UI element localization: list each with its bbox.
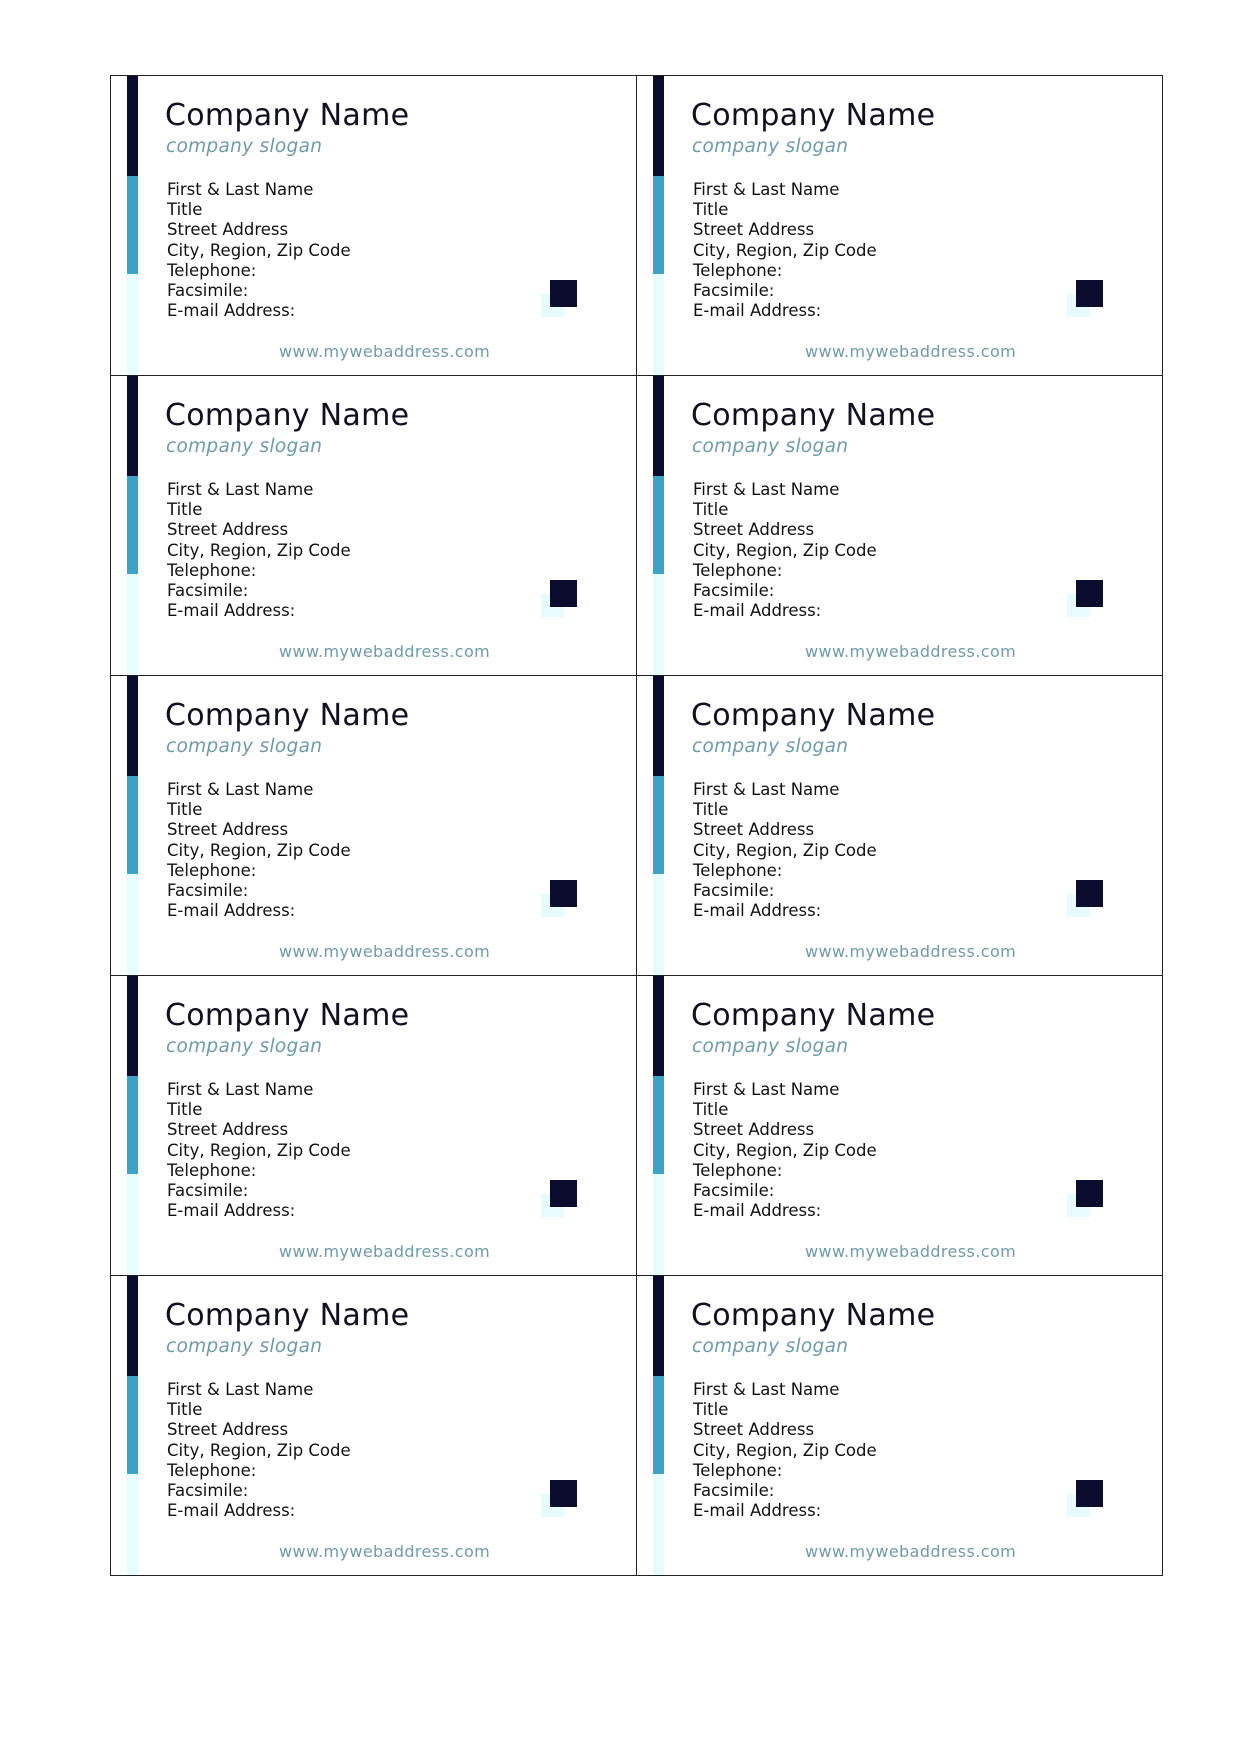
street-address: Street Address (693, 220, 815, 240)
city-region-zip: City, Region, Zip Code (693, 1140, 877, 1160)
email-label: E-mail Address: (167, 1501, 296, 1521)
contact-details (167, 1080, 351, 1221)
facsimile-label: Facsimile: (167, 1481, 249, 1501)
logo-square-dark (1076, 1180, 1103, 1207)
contact-name: First & Last Name (693, 480, 840, 499)
business-card (111, 676, 637, 976)
accent-bar-mid (127, 1376, 138, 1474)
logo-squares-icon (1067, 580, 1097, 610)
business-card (111, 1276, 637, 1576)
accent-bar-dark (653, 1276, 664, 1376)
contact-name: First & Last Name (693, 1080, 840, 1099)
contact-details (167, 780, 351, 921)
contact-title: Title (167, 800, 203, 820)
logo-square-dark (550, 1480, 577, 1507)
company-slogan: company slogan (166, 136, 323, 157)
telephone-label: Telephone: (693, 1160, 783, 1180)
city-region-zip: City, Region, Zip Code (167, 540, 351, 560)
city-region-zip: City, Region, Zip Code (167, 1440, 351, 1460)
facsimile-label: Facsimile: (693, 1181, 775, 1201)
company-slogan: company slogan (692, 1336, 849, 1357)
telephone-label: Telephone: (693, 560, 783, 580)
business-card (637, 1276, 1163, 1576)
accent-bar-mid (653, 176, 664, 274)
company-slogan: company slogan (166, 436, 323, 457)
contact-name: First & Last Name (167, 1380, 314, 1399)
logo-squares-icon (1067, 1480, 1097, 1510)
accent-bar-dark (653, 376, 664, 476)
web-address: www.mywebaddress.com (805, 642, 1017, 661)
accent-bar-light (653, 274, 664, 376)
accent-bar-mid (653, 1376, 664, 1474)
street-address: Street Address (693, 820, 815, 840)
email-label: E-mail Address: (693, 1501, 822, 1521)
street-address: Street Address (693, 1420, 815, 1440)
contact-details (167, 480, 351, 621)
contact-title: Title (693, 200, 729, 220)
business-card (111, 376, 637, 676)
logo-square-dark (1076, 1480, 1103, 1507)
telephone-label: Telephone: (693, 260, 783, 280)
company-slogan: company slogan (166, 1036, 323, 1057)
web-address: www.mywebaddress.com (279, 342, 491, 361)
accent-bar-light (127, 574, 138, 676)
logo-square-dark (550, 280, 577, 307)
accent-bar-dark (653, 976, 664, 1076)
business-card (637, 76, 1163, 376)
company-name: Company Name (165, 98, 410, 133)
accent-bar-light (653, 1174, 664, 1276)
facsimile-label: Facsimile: (167, 581, 249, 601)
contact-title: Title (167, 200, 203, 220)
accent-bar-mid (127, 1076, 138, 1174)
company-name: Company Name (165, 398, 410, 433)
company-name: Company Name (691, 998, 936, 1033)
telephone-label: Telephone: (167, 1460, 257, 1480)
accent-bar-mid (653, 476, 664, 574)
accent-bar-dark (653, 676, 664, 776)
logo-squares-icon (541, 1180, 571, 1210)
accent-bar-light (127, 274, 138, 376)
accent-bar-dark (127, 1276, 138, 1376)
logo-square-dark (1076, 880, 1103, 907)
email-label: E-mail Address: (693, 901, 822, 921)
facsimile-label: Facsimile: (693, 281, 775, 301)
city-region-zip: City, Region, Zip Code (693, 1440, 877, 1460)
contact-details (167, 180, 351, 321)
facsimile-label: Facsimile: (167, 881, 249, 901)
accent-bar-light (127, 1474, 138, 1576)
facsimile-label: Facsimile: (167, 281, 249, 301)
accent-bar-dark (127, 376, 138, 476)
city-region-zip: City, Region, Zip Code (167, 1140, 351, 1160)
street-address: Street Address (167, 820, 289, 840)
facsimile-label: Facsimile: (693, 581, 775, 601)
contact-details (693, 780, 877, 921)
company-slogan: company slogan (692, 436, 849, 457)
telephone-label: Telephone: (167, 860, 257, 880)
accent-bar-mid (127, 476, 138, 574)
company-slogan: company slogan (692, 136, 849, 157)
contact-title: Title (693, 500, 729, 520)
contact-name: First & Last Name (167, 480, 314, 499)
facsimile-label: Facsimile: (167, 1181, 249, 1201)
accent-bar-light (653, 1474, 664, 1576)
company-name: Company Name (691, 1298, 936, 1333)
facsimile-label: Facsimile: (693, 1481, 775, 1501)
email-label: E-mail Address: (693, 301, 822, 321)
logo-squares-icon (1067, 880, 1097, 910)
contact-details (693, 480, 877, 621)
web-address: www.mywebaddress.com (805, 1242, 1017, 1261)
telephone-label: Telephone: (693, 860, 783, 880)
web-address: www.mywebaddress.com (279, 942, 491, 961)
email-label: E-mail Address: (167, 1201, 296, 1221)
accent-bar-light (653, 574, 664, 676)
logo-squares-icon (541, 880, 571, 910)
logo-square-dark (1076, 280, 1103, 307)
web-address: www.mywebaddress.com (279, 1542, 491, 1561)
city-region-zip: City, Region, Zip Code (693, 840, 877, 860)
street-address: Street Address (693, 520, 815, 540)
facsimile-label: Facsimile: (693, 881, 775, 901)
contact-details (693, 1080, 877, 1221)
street-address: Street Address (167, 520, 289, 540)
street-address: Street Address (167, 1420, 289, 1440)
accent-bar-light (127, 874, 138, 976)
web-address: www.mywebaddress.com (279, 1242, 491, 1261)
company-slogan: company slogan (166, 1336, 323, 1357)
company-name: Company Name (691, 698, 936, 733)
logo-square-dark (550, 1180, 577, 1207)
street-address: Street Address (693, 1120, 815, 1140)
web-address: www.mywebaddress.com (805, 942, 1017, 961)
logo-square-dark (550, 880, 577, 907)
accent-bar-dark (127, 976, 138, 1076)
city-region-zip: City, Region, Zip Code (167, 240, 351, 260)
email-label: E-mail Address: (693, 601, 822, 621)
contact-title: Title (167, 500, 203, 520)
company-slogan: company slogan (166, 736, 323, 757)
contact-details (693, 1380, 877, 1521)
logo-square-dark (550, 580, 577, 607)
city-region-zip: City, Region, Zip Code (693, 540, 877, 560)
business-card-sheet (110, 75, 1163, 1576)
business-card (111, 976, 637, 1276)
email-label: E-mail Address: (693, 1201, 822, 1221)
accent-bar-mid (653, 1076, 664, 1174)
business-card (637, 676, 1163, 976)
telephone-label: Telephone: (167, 1160, 257, 1180)
contact-name: First & Last Name (167, 180, 314, 199)
city-region-zip: City, Region, Zip Code (167, 840, 351, 860)
accent-bar-dark (127, 676, 138, 776)
contact-name: First & Last Name (693, 1380, 840, 1399)
accent-bar-dark (653, 76, 664, 176)
telephone-label: Telephone: (693, 1460, 783, 1480)
logo-squares-icon (1067, 280, 1097, 310)
contact-title: Title (693, 800, 729, 820)
accent-bar-light (653, 874, 664, 976)
company-name: Company Name (165, 698, 410, 733)
accent-bar-mid (127, 776, 138, 874)
logo-squares-icon (541, 580, 571, 610)
contact-title: Title (693, 1100, 729, 1120)
company-name: Company Name (165, 1298, 410, 1333)
logo-square-dark (1076, 580, 1103, 607)
contact-name: First & Last Name (693, 780, 840, 799)
contact-name: First & Last Name (167, 780, 314, 799)
accent-bar-dark (127, 76, 138, 176)
company-slogan: company slogan (692, 1036, 849, 1057)
company-name: Company Name (165, 998, 410, 1033)
company-slogan: company slogan (692, 736, 849, 757)
logo-squares-icon (541, 1480, 571, 1510)
telephone-label: Telephone: (167, 260, 257, 280)
contact-title: Title (167, 1100, 203, 1120)
business-card (637, 376, 1163, 676)
logo-squares-icon (541, 280, 571, 310)
web-address: www.mywebaddress.com (805, 1542, 1017, 1561)
contact-title: Title (693, 1400, 729, 1420)
business-card (111, 76, 637, 376)
contact-title: Title (167, 1400, 203, 1420)
logo-squares-icon (1067, 1180, 1097, 1210)
company-name: Company Name (691, 98, 936, 133)
email-label: E-mail Address: (167, 301, 296, 321)
company-name: Company Name (691, 398, 936, 433)
telephone-label: Telephone: (167, 560, 257, 580)
contact-name: First & Last Name (693, 180, 840, 199)
contact-details (167, 1380, 351, 1521)
contact-name: First & Last Name (167, 1080, 314, 1099)
email-label: E-mail Address: (167, 601, 296, 621)
city-region-zip: City, Region, Zip Code (693, 240, 877, 260)
accent-bar-mid (127, 176, 138, 274)
accent-bar-mid (653, 776, 664, 874)
street-address: Street Address (167, 220, 289, 240)
email-label: E-mail Address: (167, 901, 296, 921)
business-card (637, 976, 1163, 1276)
web-address: www.mywebaddress.com (805, 342, 1017, 361)
contact-details (693, 180, 877, 321)
street-address: Street Address (167, 1120, 289, 1140)
web-address: www.mywebaddress.com (279, 642, 491, 661)
accent-bar-light (127, 1174, 138, 1276)
